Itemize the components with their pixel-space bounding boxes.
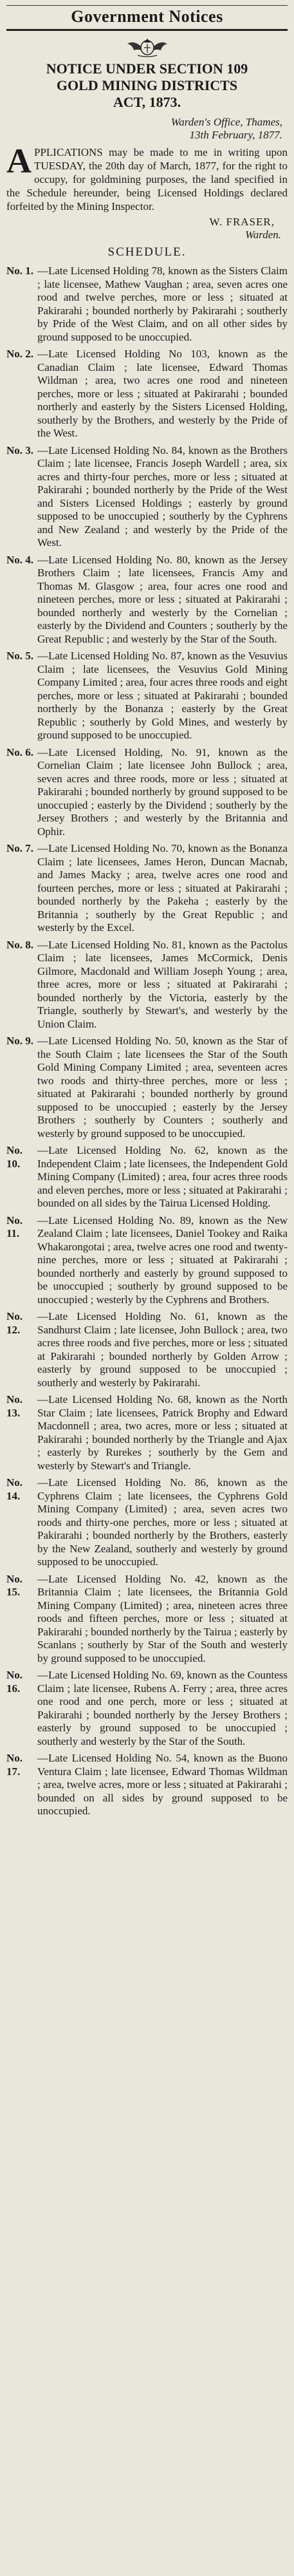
entry-text: —Late Licensed Holding No. 62, known as the Independent Claim ; late licensees, the Independent Gold Mining Company (Limited) ; area, four acres three roods and eleven perches, more or less ; situated at Pakirarahi ; bounded on all sides by the Tairua Licensed Holding. [37, 1144, 288, 1209]
schedule-entry [6, 265, 288, 344]
entry-text: —Late Licensed Holding No. 54, known as the Buono Ventura Claim ; late licensee, Edward Thomas Wildman ; area, twelve acres, more or less ; situated at Pakirarahi ; bounded on all sides by ground supposed to be unoccupied. [37, 1752, 288, 1817]
drop-cap: A [6, 142, 32, 180]
entry-text: —Late Licensed Holding No. 80, known as the Jersey Brothers Claim ; late licensees, Francis Amy and Thomas M. Glasgow ; area, four acres one rood and nineteen perches, more or less ; situated at Pakirarahi ; bounded northerly and westerly by the Cornelian ; easterly by the Dividend and Counters ; southerly by the Great Republic ; and westerly by the Star of the South. [37, 553, 288, 645]
entry-number: No. 10. [6, 1144, 23, 1170]
entry-number: No. 9. [6, 1035, 34, 1047]
entry-number: No. 12. [6, 1310, 23, 1336]
entry-number: No. 4. [6, 553, 34, 566]
entry-text: —Late Licensed Holding 78, known as the Sisters Claim ; late licensee, Mathew Vaughan ; area, seven acres one rood and twelve perches, more or less ; situated at Pakirarahi ; bounded northerly by Pakirarahi ; southerly by Pride of the West Claim, and on all other sides by ground supposed to be unoccupied. [37, 265, 288, 343]
notice-title: NOTICE UNDER SECTION 109 [46, 61, 248, 77]
entry-text: —Late Licensed Holding No. 42, known as the Britannia Claim ; late licensees, the Britannia Gold Mining Company (Limited) ; area, nineteen acres three roods and fifteen perches, more or less ; situated at Pakirarahi ; bounded northerly by the Tairua ; easterly by Scanlans ; southerly by Star of the South and westerly by ground supposed to be unoccupied. [37, 1572, 288, 1664]
entry-number: No. 14. [6, 1476, 23, 1502]
entry-text: —Late Licensed Holding No. 84, known as the Brothers Claim ; late licensee, Francis Joseph Wardell ; area, six acres and thirty-four perches, more or less ; situated at Pakirarahi ; bounded northerly by the Pride of the West and Sisters Licensed Holdings ; easterly by ground supposed to be unoccupied ; southerly by the Cyphrens and New Zealand ; and westerly by the Pride of the West. [37, 444, 288, 549]
schedule-entry [6, 1214, 288, 1307]
schedule-entry [6, 348, 288, 440]
entry-number: No. 16. [6, 1669, 23, 1695]
entry-number: No. 15. [6, 1572, 23, 1598]
schedule-entry [6, 650, 288, 742]
intro-text: PPLICATIONS may be made to me in writing upon TUESDAY, the 20th day of March, 1877, for the right to occupy, for goldmining purposes, the land specified in the Schedule hereunder, being Licensed Holdings declared forfeited by the Mining Inspector. [6, 146, 288, 212]
entry-number: No. 2. [6, 348, 34, 360]
coat-of-arms-icon [125, 35, 170, 58]
entry-number: No. 13. [6, 1393, 23, 1419]
entry-number: No. 11. [6, 1214, 23, 1239]
section-header: Government Notices [71, 7, 223, 26]
entry-number: No. 5. [6, 650, 34, 662]
entry-text: —Late Licensed Holding, No. 91, known as the Cornelian Claim ; late licensee John Bullock ; area, seven acres and three roods, more or less ; situated at Pakirarahi ; bounded northerly by ground supposed to be unoccupied ; easterly by the Dividend ; southerly by the Jersey Brothers ; and westerly by the Britannia and Ophir. [37, 746, 288, 838]
entry-text: —Late Licensed Holding No. 70, known as the Bonanza Claim ; late licensees, James Heron, Duncan Macnab, and James Macky ; area, twelve acres one rood and fourteen perches, more or less ; situated at Pakirarahi ; bounded northerly by the Pakeha ; easterly by the Britannia ; southerly by the Great Republic ; and westerly by the Excel. [37, 842, 288, 934]
entry-text: —Late Licensed Holding No. 81, known as the Pactolus Claim ; late licensees, James McCormick, Denis Gilmore, Macdonald and William Joseph Young ; area, three acres, more or less ; situated at Pakirarahi ; bounded northerly by the Victoria, easterly by the Triangle, southerly by Stewart's, and westerly by the Union Claim. [37, 938, 288, 1030]
warden-office: Warden's Office, Thames, [170, 116, 282, 128]
schedule-entry [6, 554, 288, 646]
entry-text: —Late Licensed Holding No. 89, known as the New Zealand Claim ; late licensees, Daniel Tookey and Raika Whakarongotai ; area, twelve acres one rood and twenty-nine perches, more or less ; situated at Pakirarahi ; bounded northerly and easterly by ground supposed to be unoccupied ; southerly by ground supposed to be unoccupied ; westerly by the Cyphrens and Brothers. [37, 1214, 288, 1306]
schedule-list [6, 265, 288, 1818]
schedule-entry [6, 939, 288, 1031]
entry-number: No. 1. [6, 265, 34, 277]
entry-text: —Late Licensed Holding No. 69, known as the Countess Claim ; late licensee, Rubens A. Ferry ; area, three acres one rood and one perch, more or less ; situated at Pakirarahi ; bounded northerly by the Jersey Brothers ; easterly by ground supposed to be unoccupied ; southerly and westerly by the Star of the South. [37, 1669, 288, 1747]
schedule-entry [6, 1144, 288, 1210]
notice-subtitle-1: GOLD MINING DISTRICTS [56, 77, 238, 93]
schedule-heading: SCHEDULE. [107, 245, 187, 259]
schedule-entry [6, 1669, 288, 1748]
schedule-entry [6, 1752, 288, 1818]
entry-text: —Late Licensed Holding No. 86, known as the Cyphrens Claim ; late licensees, the Cyphrens Gold Mining Company (Limited) ; area, seven acres two roods and thirty-one perches, more or less ; situated at Pakirarahi ; bounded northerly by the Brothers, easterly by the New Zealand, southerly and westerly by ground supposed to be unoccupied. [37, 1476, 288, 1568]
entry-number: No. 6. [6, 746, 34, 758]
entry-number: No. 17. [6, 1752, 23, 1778]
signature-name: W. FRASER, [209, 216, 275, 228]
entry-text: —Late Licensed Holding No. 68, known as the North Star Claim ; late licensees, Patrick Brophy and Edward Macdonnell ; area, two acres, more or less ; situated at Pakirarahi ; bounded northerly by the Triangle and Ajax ; easterly by Rurekes ; southerly by the Gem and westerly by Stewart's and Triangle. [37, 1393, 288, 1472]
schedule-entry [6, 842, 288, 935]
signature-title: Warden. [245, 229, 281, 241]
schedule-entry [6, 1476, 288, 1569]
schedule-entry [6, 1573, 288, 1666]
entry-text: —Late Licensed Holding No. 61, known as the Sandhurst Claim ; late licensee, John Bullock ; area, two acres three roods and five perches, more or less ; situated at Pakirarahi ; bounded northerly by Golden Arrow ; easterly by ground supposed to be unoccupied ; southerly and westerly by Pakirarahi. [37, 1310, 288, 1389]
schedule-entry [6, 444, 288, 550]
notice-date: 13th February, 1877. [189, 129, 282, 141]
entry-text: —Late Licensed Holding No. 50, known as the Star of the South Claim ; late licensees the Star of the South Gold Mining Company Limited ; area, seventeen acres two roods and thirty-three perches, more or less ; situated at Pakirarahi ; bounded northerly by ground supposed to be unoccupied ; easterly by the Jersey Brothers ; southerly by Counters ; southerly and westerly by ground supposed to be unoccupied. [37, 1035, 288, 1140]
entry-number: No. 3. [6, 444, 34, 456]
schedule-entry [6, 1035, 288, 1140]
schedule-entry [6, 1310, 288, 1389]
entry-number: No. 7. [6, 842, 34, 854]
header-rule [6, 29, 288, 31]
intro-paragraph [6, 142, 288, 213]
top-rule [6, 5, 288, 6]
notice-subtitle-2: ACT, 1873. [113, 94, 181, 110]
entry-number: No. 8. [6, 938, 34, 951]
entry-text: —Late Licensed Holding No. 87, known as the Vesuvius Claim ; late licensees, the Vesuvius Gold Mining Company Limited ; area, four acres three roods and eight perches, more or less ; situated at Pakirarahi ; bounded northerly by the Bonanza ; easterly by the Great Republic ; southerly by Gold Mines, and westerly by ground supposed to be unoccupied. [37, 650, 288, 741]
entry-text: —Late Licensed Holding No 103, known as the Canadian Claim ; late licensee, Edward Thomas Wildman ; area, two acres one rood and nineteen perches, more or less ; situated at Pakirarahi ; bounded northerly and easterly by the Sisters Licensed Holding, southerly by the Brothers, and westerly by the Pride of the West. [37, 348, 288, 439]
schedule-entry [6, 1393, 288, 1472]
schedule-entry [6, 746, 288, 839]
